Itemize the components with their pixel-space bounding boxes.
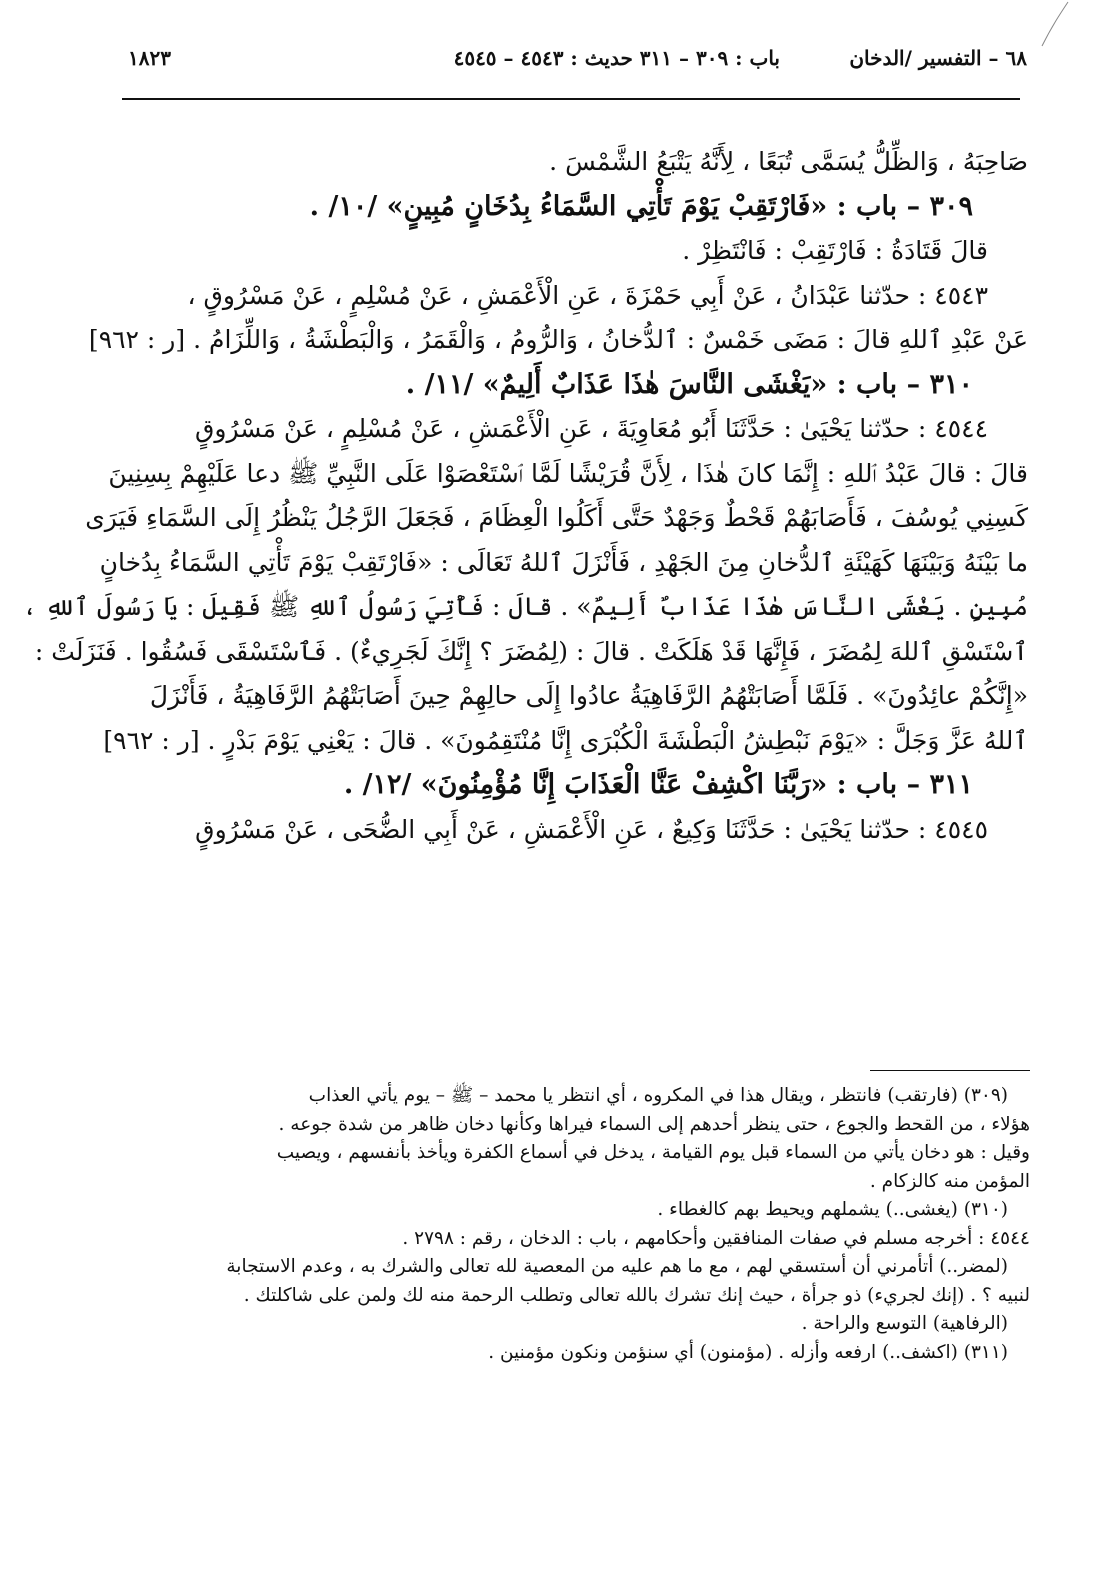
footnote-line: (الرفاهية) التوسع والراحة . — [801, 1313, 1008, 1334]
chapter-heading: ٣٠٩ – باب : «فَارْتَقِبْ يَوْمَ تَأْتِي السَّمَاءُ بِدُخَانٍ مُبِينٍ» /١٠/ . — [309, 190, 973, 222]
footnote-line: هؤلاء ، من القحط والجوع ، حتى ينظر أحدهم إلى السماء فيراها وكأنها دخان ظاهر من شدة جوعه . — [278, 1113, 1030, 1135]
corner-pen-mark — [1030, 0, 1070, 50]
footnote-line: (لمضر..) أتأمرني أن أستسقي لهم ، مع ما هم عليه من المعصية لله تعالى والشرك به ، وعدم الاستجابة — [226, 1256, 1008, 1277]
text-line: ٱسْتَسْقِ ٱللهَ لِمُضَرَ ، فَإِنَّهَا قَدْ هَلَكَتْ . قالَ : (لِمُضَرَ ؟ إِنَّكَ لَجَرِيءٌ) . فَٱسْتَسْقَى فَسُقُوا . فَنَزَلَتْ : — [34, 636, 1028, 666]
text-line: صَاحِبَهُ ، وَالظِّلُّ يُسَمَّى تُبَعًا ، لِأَنَّهُ يَتْبَعُ الشَّمْسَ . — [549, 147, 1028, 176]
footnote-line: (٣١٠) (يغشى..) يشملهم ويحيط بهم كالغطاء . — [657, 1199, 1008, 1220]
footnote-line: لنبيه ؟ . (إنك لجريء) ذو جرأة ، حيث إنك تشرك بالله تعالى وتطلب الرحمة منه لك ولمن على شاكلتك . — [243, 1284, 1030, 1306]
main-text — [22, 140, 1028, 852]
header-divider — [122, 98, 1020, 100]
text-line: عَنْ عَبْدِ ٱللهِ قالَ : مَضَى خَمْسٌ : ٱلدُّخانُ ، وَالرُّومُ ، وَالْقَمَرُ ، وَالْبَطْشَةُ ، وَاللِّزَامُ . [ر : ٩٦٢] — [88, 325, 1028, 354]
footnotes — [108, 1082, 1030, 1367]
text-line: مُبِينٍ . يَغْشَى النَّاسَ هٰذَا عَذَابٌ أَلِيمٌ» . قالَ : فَأُتِيَ رَسُولُ ٱللهِ ﷺ فَقِيلَ : يَا رَسُولَ ٱللهِ ، — [22, 592, 1028, 621]
page-number: ١٨٢٣ — [128, 46, 171, 70]
text-line: ٱللهُ عَزَّ وَجَلَّ : «يَوْمَ نَبْطِشُ الْبَطْشَةَ الْكُبْرَى إِنَّا مُنْتَقِمُونَ» . قالَ : يَعْنِي يَوْمَ بَدْرٍ . [ر : ٩٦٢] — [103, 725, 1028, 755]
text-line: قالَ قَتَادَةُ : فَارْتَقِبْ : فَانْتَظِرْ . — [682, 236, 988, 265]
footnote-line: (٣١١) (اكشف..) ارفعه وأزله . (مؤمنون) أي سنؤمن ونكون مؤمنين . — [488, 1341, 1008, 1363]
chapter-heading: ٣١١ – باب : «رَبَّنَا اكْشِفْ عَنَّا الْعَذَابَ إِنَّا مُؤْمِنُونَ» /١٢/ . — [343, 769, 973, 800]
footnote-line: (٣٠٩) (فارتقب) فانتظر ، ويقال هذا في المكروه ، أي انتظر يا محمد – ﷺ – يوم يأتي العذاب — [308, 1085, 1008, 1106]
footnote-divider — [870, 1070, 1030, 1071]
text-line: ما بَيْنَهُ وَبَيْنَهَا كَهَيْئَةِ ٱلدُّخانِ مِنَ الجَهْدِ ، فَأَنْزَلَ ٱللهُ تَعَالَى : «فَارْتَقِبْ يَوْمَ تَأْتِي السَّمَاءُ بِدُخانٍ — [99, 547, 1028, 577]
header-reference: باب : ٣٠٩ – ٣١١ حديث : ٤٥٤٣ – ٤٥٤٥ — [453, 46, 780, 70]
chapter-heading: ٣١٠ – باب : «يَغْشَى النَّاسَ هٰذَا عَذَابٌ أَلِيمٌ» /١١/ . — [405, 368, 973, 400]
running-header — [120, 46, 1032, 86]
text-line: قالَ : قالَ عَبْدُ ٱللهِ : إِنَّمَا كانَ هٰذَا ، لِأَنَّ قُرَيْشًا لَمَّا ٱسْتَعْصَوْا عَلَى النَّبِيِّ ﷺ دعا عَلَيْهِمْ بِسِنِينَ — [108, 458, 1028, 488]
text-line: كَسِنِي يُوسُفَ ، فَأَصَابَهُمْ قَحْطٌ وَجَهْدٌ حَتَّى أَكَلُوا الْعِظَامَ ، فَجَعَلَ الرَّجُلُ يَنْظُرُ إِلَى السَّمَاءِ فَيَرَى — [85, 503, 1028, 532]
text-line: «إِنَّكُمْ عائِدُونَ» . فَلَمَّا أَصَابَتْهُمُ الرَّفَاهِيَةُ عادُوا إِلَى حالِهِمْ حِينَ أَصَابَتْهُمُ الرَّفَاهِيَةُ ، فَأَنْزَلَ — [149, 681, 1028, 710]
footnote-line: وقيل : هو دخان يأتي من السماء قبل يوم القيامة ، يدخل في أسماع الكفرة ويأخذ بأنفسهم ، ويصيب — [276, 1142, 1030, 1163]
footnote-line: المؤمن منه كالزكام . — [869, 1170, 1030, 1192]
hadith-opening: ٤٥٤٥ : حدّثنا يَحْيَىٰ : حَدَّثَنَا وَكِيعٌ ، عَنِ الْأَعْمَشِ ، عَنْ أَبِي الضُّحَى ، عَنْ مَسْرُوقٍ — [195, 814, 988, 844]
header-chapter-title: ٦٨ – التفسير /الدخان — [849, 46, 1027, 70]
hadith-opening: ٤٥٤٣ : حدّثنا عَبْدَانُ ، عَنْ أَبِي حَمْزَةَ ، عَنِ الْأَعْمَشِ ، عَنْ مُسْلِمٍ ، عَنْ مَسْرُوقٍ ، — [187, 280, 988, 310]
footnote-line: ٤٥٤٤ : أخرجه مسلم في صفات المنافقين وأحكامهم ، باب : الدخان ، رقم : ٢٧٩٨ . — [402, 1227, 1030, 1249]
hadith-opening: ٤٥٤٤ : حدّثنا يَحْيَىٰ : حَدَّثَنَا أَبُو مُعَاوِيَةَ ، عَنِ الْأَعْمَشِ ، عَنْ مُسْلِمٍ ، عَنْ مَسْرُوقٍ — [195, 414, 988, 443]
